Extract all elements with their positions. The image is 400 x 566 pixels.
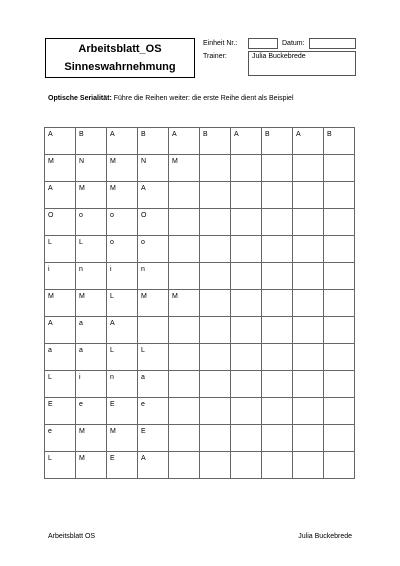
- grid-cell[interactable]: [169, 236, 200, 263]
- grid-cell[interactable]: [293, 398, 324, 425]
- grid-cell: e: [138, 398, 169, 425]
- grid-cell[interactable]: [200, 344, 231, 371]
- grid-cell[interactable]: [262, 371, 293, 398]
- grid-cell: O: [138, 209, 169, 236]
- grid-cell[interactable]: [200, 182, 231, 209]
- grid-cell[interactable]: [293, 317, 324, 344]
- grid-cell: E: [107, 398, 138, 425]
- unit-field[interactable]: [248, 38, 278, 49]
- grid-cell: i: [76, 371, 107, 398]
- grid-cell: M: [138, 290, 169, 317]
- grid-cell: B: [76, 128, 107, 155]
- grid-row: [45, 182, 355, 209]
- grid-cell: o: [107, 209, 138, 236]
- grid-cell: N: [138, 155, 169, 182]
- grid-cell: E: [107, 452, 138, 479]
- trainer-field[interactable]: [248, 51, 356, 76]
- grid-cell[interactable]: [200, 398, 231, 425]
- grid-cell: L: [107, 344, 138, 371]
- grid-cell[interactable]: [169, 344, 200, 371]
- grid-row: [45, 452, 355, 479]
- grid-cell[interactable]: [324, 317, 355, 344]
- grid-cell: o: [107, 236, 138, 263]
- footer-right: Julia Buckebrede: [298, 533, 352, 540]
- grid-cell[interactable]: [324, 290, 355, 317]
- grid-cell: A: [45, 317, 76, 344]
- grid-cell: M: [45, 155, 76, 182]
- grid-cell: O: [45, 209, 76, 236]
- grid-cell[interactable]: [262, 290, 293, 317]
- grid-cell[interactable]: [324, 209, 355, 236]
- grid-cell[interactable]: [324, 371, 355, 398]
- grid-cell[interactable]: [231, 344, 262, 371]
- grid-cell[interactable]: [293, 155, 324, 182]
- grid-cell[interactable]: [293, 263, 324, 290]
- grid-cell[interactable]: [200, 317, 231, 344]
- grid-cell[interactable]: [231, 155, 262, 182]
- grid-cell[interactable]: [200, 290, 231, 317]
- grid-cell[interactable]: [324, 155, 355, 182]
- grid-cell: A: [293, 128, 324, 155]
- grid-row: [45, 155, 355, 182]
- grid-cell[interactable]: [231, 371, 262, 398]
- grid-cell[interactable]: [262, 398, 293, 425]
- grid-cell[interactable]: [262, 236, 293, 263]
- grid-cell[interactable]: [262, 209, 293, 236]
- grid-row: [45, 128, 355, 155]
- grid-cell: e: [76, 398, 107, 425]
- grid-cell: A: [45, 128, 76, 155]
- grid-cell[interactable]: [231, 236, 262, 263]
- grid-cell: B: [324, 128, 355, 155]
- grid-cell: a: [138, 371, 169, 398]
- grid-cell[interactable]: [231, 182, 262, 209]
- grid-cell[interactable]: [200, 236, 231, 263]
- grid-cell[interactable]: [262, 182, 293, 209]
- grid-row: [45, 425, 355, 452]
- grid-cell: M: [169, 155, 200, 182]
- grid-row: [45, 398, 355, 425]
- grid-row: [45, 236, 355, 263]
- grid-cell[interactable]: [293, 425, 324, 452]
- title-line-1: Arbeitsblatt_OS: [78, 43, 162, 55]
- grid-cell[interactable]: [169, 398, 200, 425]
- grid-row: [45, 344, 355, 371]
- unit-label: Einheit Nr.:: [203, 40, 238, 47]
- grid-cell: E: [45, 398, 76, 425]
- grid-cell: B: [138, 128, 169, 155]
- instruction-bold: Optische Serialität:: [48, 95, 112, 102]
- grid-cell: M: [76, 290, 107, 317]
- grid-row: [45, 290, 355, 317]
- grid-cell[interactable]: [169, 452, 200, 479]
- grid-cell[interactable]: [138, 317, 169, 344]
- grid-cell: N: [76, 155, 107, 182]
- grid-cell: E: [138, 425, 169, 452]
- grid-cell: e: [45, 425, 76, 452]
- title-line-2: Sinneswahrnehmung: [64, 61, 176, 73]
- date-label: Datum:: [282, 40, 305, 47]
- grid-cell[interactable]: [262, 425, 293, 452]
- grid-cell: A: [107, 317, 138, 344]
- grid-cell[interactable]: [231, 317, 262, 344]
- worksheet-title: [45, 38, 195, 78]
- grid-cell[interactable]: [293, 209, 324, 236]
- grid-cell[interactable]: [200, 425, 231, 452]
- grid-cell[interactable]: [293, 452, 324, 479]
- grid-cell: L: [45, 236, 76, 263]
- grid-cell: M: [45, 290, 76, 317]
- grid-cell[interactable]: [324, 398, 355, 425]
- grid-cell: o: [76, 209, 107, 236]
- grid-cell: A: [231, 128, 262, 155]
- grid-cell[interactable]: [169, 425, 200, 452]
- grid-cell: B: [200, 128, 231, 155]
- grid-cell: a: [76, 317, 107, 344]
- grid-cell[interactable]: [293, 182, 324, 209]
- grid-cell[interactable]: [324, 263, 355, 290]
- trainer-value: Julia Buckebrede: [252, 53, 306, 60]
- grid-cell: M: [76, 182, 107, 209]
- grid-cell[interactable]: [200, 452, 231, 479]
- grid-cell: M: [107, 425, 138, 452]
- grid-cell[interactable]: [262, 344, 293, 371]
- grid-cell[interactable]: [200, 209, 231, 236]
- grid-cell: n: [107, 371, 138, 398]
- instruction-body: Führe die Reihen weiter: die erste Reihe dient als Beispiel: [111, 95, 294, 102]
- grid-cell[interactable]: [324, 236, 355, 263]
- grid-cell[interactable]: [169, 371, 200, 398]
- letter-grid: [44, 127, 355, 479]
- grid-cell[interactable]: [200, 155, 231, 182]
- grid-cell: L: [45, 371, 76, 398]
- grid-cell[interactable]: [293, 371, 324, 398]
- grid-cell[interactable]: [169, 263, 200, 290]
- grid-row: [45, 209, 355, 236]
- grid-cell[interactable]: [324, 344, 355, 371]
- grid-cell[interactable]: [324, 425, 355, 452]
- grid-cell: a: [76, 344, 107, 371]
- grid-cell: L: [45, 452, 76, 479]
- grid-cell[interactable]: [262, 263, 293, 290]
- grid-cell[interactable]: [324, 452, 355, 479]
- grid-cell: A: [107, 128, 138, 155]
- grid-cell[interactable]: [169, 209, 200, 236]
- date-field[interactable]: [309, 38, 356, 49]
- grid-cell[interactable]: [324, 182, 355, 209]
- grid-cell[interactable]: [231, 290, 262, 317]
- footer-left: Arbeitsblatt OS: [48, 533, 96, 540]
- grid-cell: n: [76, 263, 107, 290]
- grid-cell[interactable]: [200, 371, 231, 398]
- grid-cell: M: [107, 182, 138, 209]
- grid-cell[interactable]: [200, 263, 231, 290]
- grid-cell: M: [107, 155, 138, 182]
- grid-cell: i: [107, 263, 138, 290]
- grid-cell[interactable]: [293, 290, 324, 317]
- grid-row: [45, 263, 355, 290]
- grid-cell[interactable]: [231, 398, 262, 425]
- grid-cell[interactable]: [262, 452, 293, 479]
- grid-cell: L: [76, 236, 107, 263]
- grid-row: [45, 317, 355, 344]
- grid-cell[interactable]: [293, 236, 324, 263]
- grid-cell: n: [138, 263, 169, 290]
- grid-cell[interactable]: [262, 155, 293, 182]
- grid-cell[interactable]: [169, 182, 200, 209]
- grid-cell: A: [138, 182, 169, 209]
- grid-cell: A: [169, 128, 200, 155]
- grid-cell[interactable]: [293, 344, 324, 371]
- grid-cell: M: [76, 452, 107, 479]
- grid-cell[interactable]: [231, 263, 262, 290]
- trainer-label: Trainer:: [203, 53, 227, 60]
- grid-cell: A: [138, 452, 169, 479]
- grid-row: [45, 371, 355, 398]
- grid-cell: i: [45, 263, 76, 290]
- grid-cell: M: [169, 290, 200, 317]
- grid-cell[interactable]: [262, 317, 293, 344]
- grid-cell[interactable]: [231, 425, 262, 452]
- grid-cell[interactable]: [231, 452, 262, 479]
- grid-cell[interactable]: [169, 317, 200, 344]
- grid-cell: L: [138, 344, 169, 371]
- grid-cell[interactable]: [231, 209, 262, 236]
- grid-cell: L: [107, 290, 138, 317]
- grid-cell: o: [138, 236, 169, 263]
- grid-cell: B: [262, 128, 293, 155]
- grid-cell: a: [45, 344, 76, 371]
- grid-cell: M: [76, 425, 107, 452]
- grid-cell: A: [45, 182, 76, 209]
- instruction-text: [48, 95, 294, 102]
